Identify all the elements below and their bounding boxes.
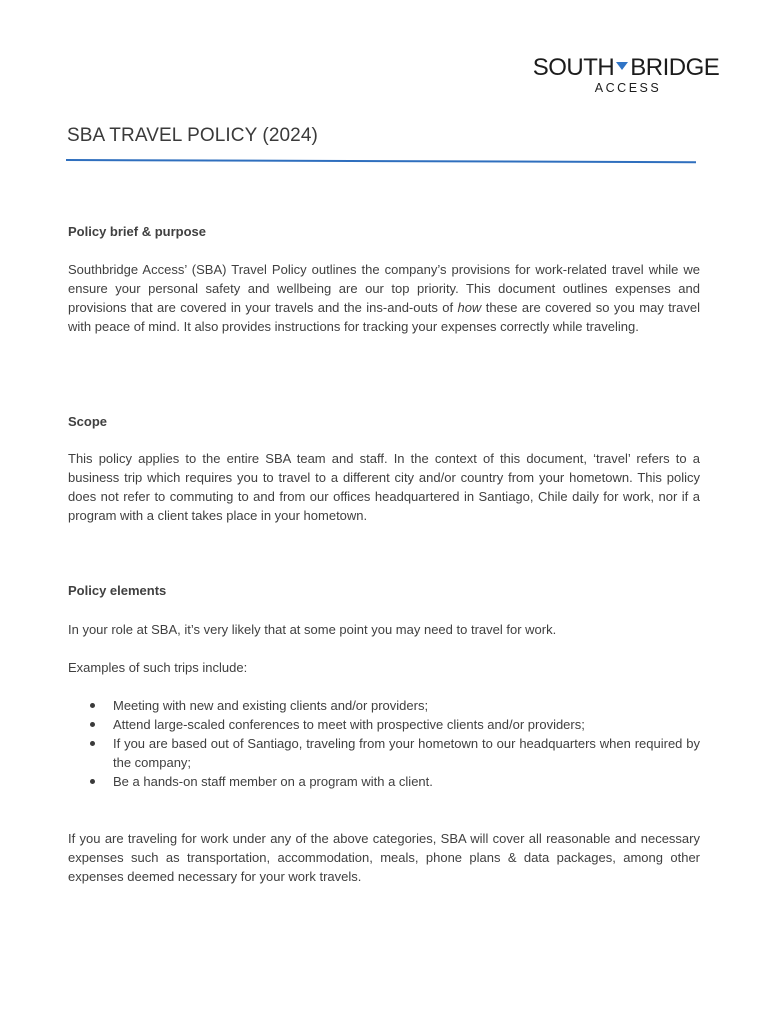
paragraph-elements-2: Examples of such trips include: [68, 660, 248, 675]
section-brief-body [68, 260, 700, 336]
paragraph-brief-emphasis: how [457, 300, 482, 315]
list-item-text: Attend large-scaled conferences to meet with prospective clients and/or providers; [113, 717, 585, 732]
section-heading-brief: Policy brief & purpose [68, 224, 206, 239]
chevron-down-icon [616, 62, 628, 70]
section-heading-scope: Scope [68, 414, 108, 429]
bullet-icon [90, 703, 95, 708]
section-heading-elements: Policy elements [68, 583, 167, 598]
list-item [68, 696, 700, 715]
paragraph-elements-3: If you are traveling for work under any of the above categories, SBA will cover all reasonable and necessary expenses such as transportation, accommodation, meals, phone plans & data packages, among other expenses deemed necessary for your work travels. [68, 831, 700, 884]
paragraph-elements-1: In your role at SBA, it’s very likely that at some point you may need to travel for work. [68, 622, 557, 637]
logo-word-bridge: BRIDGE [630, 54, 720, 81]
section-elements-examples [68, 658, 700, 677]
bullet-icon [90, 722, 95, 727]
list-item-text: If you are based out of Santiago, traveling from your hometown to our headquarters when required by the company; [113, 736, 700, 770]
paragraph-brief [68, 260, 700, 336]
section-scope-body [68, 449, 700, 525]
list-item [68, 772, 700, 791]
section-elements-closing [68, 829, 700, 886]
section-elements-intro [68, 620, 700, 639]
bullet-list-container [68, 696, 700, 791]
list-item [68, 715, 700, 734]
document-title: SBA TRAVEL POLICY (2024) [67, 125, 318, 146]
southbridge-logo [532, 54, 720, 95]
paragraph-brief-text-a: Southbridge Access’ (SBA) Travel Policy outlines the company’s provisions for work-related travel while we ensure your personal safety and wellbeing are our top priority. This document outlines expenses and provisions that are covered in your travels and the ins-and-outs of [68, 262, 700, 315]
title-divider [66, 159, 696, 163]
paragraph-brief-text-b: these are covered so you may travel with peace of mind. It also provides instructions for tracking your expenses correctly while traveling. [68, 300, 700, 334]
logo-subtitle: ACCESS [594, 81, 662, 95]
bullet-icon [90, 741, 95, 746]
section-scope [68, 412, 700, 431]
logo-word-south: SOUTH [532, 54, 615, 81]
bullet-list [68, 696, 700, 791]
bullet-icon [90, 779, 95, 784]
paragraph-scope: This policy applies to the entire SBA team and staff. In the context of this document, ‘travel’ refers to a business trip which requires you to travel to a different city and/or country from your hometown. This policy does not refer to commuting to and from our offices headquartered in Santiago, Chile daily for work, nor if a program with a client takes place in your hometown. [68, 451, 700, 523]
list-item-text: Be a hands-on staff member on a program with a client. [113, 774, 433, 789]
list-item-text: Meeting with new and existing clients and/or providers; [113, 698, 429, 713]
logo-wordmark [532, 54, 720, 81]
section-brief [68, 222, 700, 241]
section-elements [68, 581, 700, 600]
list-item [68, 734, 700, 772]
